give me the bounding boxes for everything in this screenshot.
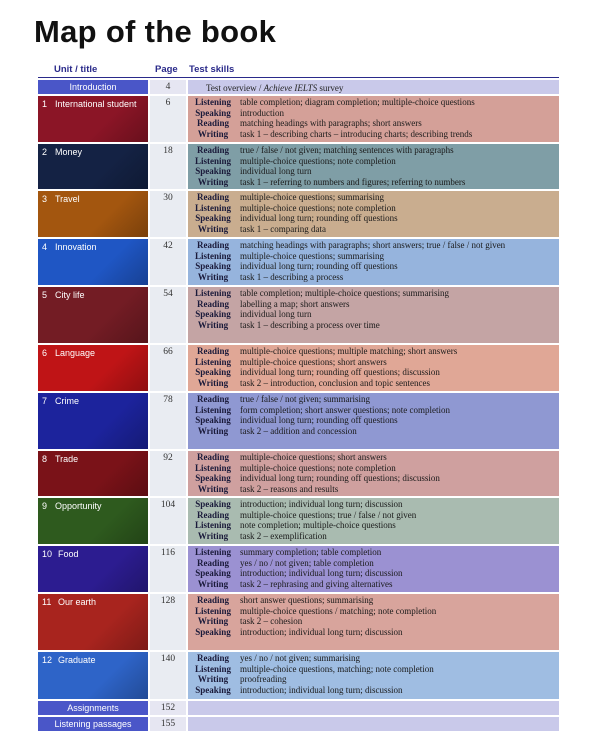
skill-detail: multiple-choice questions, matching; note completion — [240, 663, 434, 674]
skill-line — [188, 309, 559, 320]
unit-number: 3 — [42, 194, 48, 204]
unit-title-cell — [38, 451, 148, 496]
skill-detail: introduction — [240, 107, 284, 118]
skill-line — [188, 357, 559, 368]
unit-title: Trade — [55, 454, 79, 464]
skill-detail: individual long turn — [240, 166, 312, 177]
skill-name: Reading — [196, 653, 229, 663]
skill-detail: multiple-choice questions; short answers — [240, 356, 387, 367]
unit-row — [38, 546, 559, 592]
skill-line — [188, 520, 559, 531]
skill-line — [188, 473, 559, 484]
skill-line — [188, 272, 559, 283]
skill-detail: multiple-choice questions; note completion — [240, 155, 396, 166]
skill-line — [188, 426, 559, 437]
unit-row — [38, 345, 559, 391]
unit-row — [38, 393, 559, 449]
skill-line — [188, 653, 559, 664]
skill-name: Listening — [194, 155, 231, 166]
skill-line — [188, 224, 559, 235]
unit-page: 92 — [150, 451, 186, 496]
unit-skills — [188, 287, 559, 343]
intro-label-cell — [38, 80, 148, 94]
skill-name: Reading — [196, 298, 229, 309]
skill-name: Writing — [197, 176, 229, 187]
skill-name: Listening — [194, 356, 231, 367]
skill-name: Writing — [197, 271, 229, 282]
skill-detail: multiple-choice questions; note completion — [240, 462, 396, 473]
unit-title: Money — [55, 147, 83, 157]
skill-name: Writing — [197, 674, 229, 685]
unit-title: Crime — [55, 396, 79, 406]
unit-row — [38, 451, 559, 496]
skill-name: Reading — [196, 557, 229, 568]
assignments-row — [38, 701, 559, 715]
skill-line — [188, 415, 559, 426]
unit-page: 116 — [150, 546, 186, 592]
skill-name: Reading — [196, 595, 229, 605]
unit-row — [38, 191, 559, 237]
intro-page: 4 — [150, 80, 186, 94]
skill-name: Reading — [196, 394, 229, 404]
skill-name: Writing — [197, 578, 229, 589]
skill-line — [188, 547, 559, 558]
listening-label-cell — [38, 717, 148, 731]
skill-line — [188, 499, 559, 510]
unit-title: International student — [55, 99, 137, 109]
skill-line — [188, 192, 559, 203]
skill-name: Reading — [196, 346, 229, 356]
skill-name: Writing — [197, 425, 229, 436]
skill-name: Writing — [197, 377, 229, 388]
skill-detail: task 2 – exemplification — [240, 530, 327, 541]
skill-line — [188, 320, 559, 331]
skill-name: Reading — [196, 509, 229, 520]
unit-page: 66 — [150, 345, 186, 391]
unit-number: 9 — [42, 501, 48, 511]
skill-name: Speaking — [195, 684, 231, 695]
listening-label: Listening passages — [54, 719, 132, 729]
skill-detail: note completion; multiple-choice questions — [240, 520, 396, 531]
skill-detail: multiple-choice questions; multiple matching; short answers — [240, 346, 458, 356]
skill-name: Speaking — [195, 499, 231, 509]
unit-title: Innovation — [55, 242, 97, 252]
unit-number: 6 — [42, 348, 48, 358]
skill-line — [188, 558, 559, 569]
skill-detail: individual long turn; rounding off questions; discussion — [240, 473, 440, 484]
skill-detail: task 2 – cohesion — [240, 616, 303, 627]
unit-title-cell — [38, 96, 148, 142]
skill-name: Speaking — [195, 415, 231, 426]
skill-detail: introduction; individual long turn; discussion — [240, 499, 403, 509]
skill-line — [188, 484, 559, 495]
skill-line — [188, 664, 559, 675]
unit-title: Graduate — [58, 655, 96, 665]
unit-title-cell — [38, 393, 148, 449]
skill-line — [188, 203, 559, 214]
skill-line — [188, 108, 559, 119]
skill-line — [188, 97, 559, 108]
skill-line — [188, 674, 559, 685]
unit-title-cell — [38, 652, 148, 699]
skill-name: Writing — [197, 530, 229, 541]
skill-name: Listening — [194, 250, 231, 261]
unit-title-cell — [38, 191, 148, 237]
header-skills: Test skills — [189, 64, 235, 75]
unit-row — [38, 144, 559, 189]
skill-detail: task 1 – describing charts – introducing charts; describing trends — [240, 128, 473, 139]
skill-name: Writing — [197, 319, 229, 330]
skill-line — [188, 299, 559, 310]
skill-name: Writing — [197, 128, 229, 139]
skill-detail: matching headings with paragraphs; short answers; true / false / not given — [240, 240, 506, 250]
unit-number: 10 — [42, 549, 53, 559]
skill-detail: task 2 – introduction, conclusion and topic sentences — [240, 377, 430, 388]
skill-name: Writing — [197, 616, 229, 627]
skill-name: Listening — [194, 404, 231, 415]
skill-detail: introduction; individual long turn; discussion — [240, 568, 403, 579]
skill-line — [188, 156, 559, 167]
unit-row — [38, 594, 559, 650]
unit-title-cell — [38, 144, 148, 189]
unit-title-cell — [38, 498, 148, 544]
skill-detail: true / false / not given; summarising — [240, 394, 370, 404]
unit-skills — [188, 239, 559, 285]
skill-name: Speaking — [195, 261, 231, 272]
skill-name: Speaking — [195, 473, 231, 484]
skill-name: Reading — [196, 240, 229, 250]
unit-title-cell — [38, 287, 148, 343]
unit-skills — [188, 96, 559, 142]
unit-title: Food — [58, 549, 79, 559]
unit-title-cell — [38, 345, 148, 391]
skill-detail: individual long turn; rounding off questions; discussion — [240, 367, 440, 378]
assignments-skills — [188, 701, 559, 715]
skill-name: Writing — [197, 483, 229, 494]
skill-line — [188, 405, 559, 416]
skill-line — [188, 166, 559, 177]
unit-title-cell — [38, 239, 148, 285]
skill-line — [188, 129, 559, 140]
skill-line — [188, 568, 559, 579]
skill-line — [188, 595, 559, 606]
skill-name: Listening — [194, 462, 231, 473]
unit-skills — [188, 546, 559, 592]
unit-number: 1 — [42, 99, 48, 109]
skill-line — [188, 378, 559, 389]
unit-title-cell — [38, 546, 148, 592]
skill-line — [188, 463, 559, 474]
skill-line — [188, 606, 559, 617]
unit-skills — [188, 594, 559, 650]
skill-detail: proofreading — [240, 674, 287, 685]
skill-detail: task 1 – describing a process — [240, 271, 344, 282]
skill-name: Listening — [194, 663, 231, 674]
skill-name: Reading — [196, 192, 229, 202]
unit-title: Travel — [55, 194, 80, 204]
header-rule — [38, 77, 559, 78]
skill-detail: task 1 – referring to numbers and figures; referring to numbers — [240, 176, 466, 187]
unit-skills — [188, 652, 559, 699]
skill-detail: true / false / not given; matching sentences with paragraphs — [240, 145, 454, 155]
unit-number: 4 — [42, 242, 48, 252]
skill-detail: multiple-choice questions; true / false / not given — [240, 509, 417, 520]
unit-skills — [188, 345, 559, 391]
skill-detail: task 1 – comparing data — [240, 223, 326, 234]
skill-detail: introduction; individual long turn; discussion — [240, 626, 403, 637]
skill-detail: multiple-choice questions; note completion — [240, 202, 396, 213]
skill-line — [188, 118, 559, 129]
skill-detail: form completion; short answer questions; note completion — [240, 404, 450, 415]
skill-name: Reading — [196, 118, 229, 129]
skill-name: Speaking — [195, 367, 231, 378]
unit-number: 5 — [42, 290, 48, 300]
skill-name: Listening — [194, 288, 231, 298]
unit-page: 54 — [150, 287, 186, 343]
unit-number: 12 — [42, 655, 53, 665]
unit-title: Language — [55, 348, 96, 358]
skill-detail: table completion; multiple-choice questions; summarising — [240, 288, 449, 298]
unit-skills — [188, 191, 559, 237]
assignments-label: Assignments — [67, 703, 119, 713]
skill-name: Speaking — [195, 626, 231, 637]
skill-detail: yes / no / not given; summarising — [240, 653, 360, 663]
skill-detail: task 2 – rephrasing and giving alternatives — [240, 578, 393, 589]
skill-line — [188, 510, 559, 521]
page-title: Map of the book — [34, 14, 277, 49]
skill-line — [188, 579, 559, 590]
skill-line — [188, 288, 559, 299]
unit-number: 2 — [42, 147, 48, 157]
skill-line — [188, 177, 559, 188]
unit-page: 78 — [150, 393, 186, 449]
skill-name: Listening — [194, 97, 231, 107]
skill-detail: introduction; individual long turn; discussion — [240, 684, 403, 695]
header-unit: Unit / title — [54, 64, 98, 75]
unit-skills — [188, 393, 559, 449]
skill-detail: summary completion; table completion — [240, 547, 382, 557]
unit-page: 6 — [150, 96, 186, 142]
skill-detail: short answer questions; summarising — [240, 595, 374, 605]
unit-page: 30 — [150, 191, 186, 237]
skill-detail: individual long turn — [240, 309, 312, 320]
unit-row — [38, 498, 559, 544]
unit-row — [38, 652, 559, 699]
skill-line — [188, 145, 559, 156]
intro-text: Test overview / Achieve IELTS survey — [206, 83, 344, 93]
skill-detail: table completion; diagram completion; multiple-choice questions — [240, 97, 475, 107]
skill-detail: labelling a map; short answers — [240, 298, 350, 309]
unit-number: 8 — [42, 454, 48, 464]
skill-line — [188, 394, 559, 405]
skill-detail: task 1 – describing a process over time — [240, 319, 380, 330]
skill-name: Speaking — [195, 107, 231, 118]
skill-line — [188, 251, 559, 262]
unit-skills — [188, 498, 559, 544]
unit-title-cell — [38, 594, 148, 650]
skill-line — [188, 616, 559, 627]
header-page: Page — [155, 64, 178, 75]
listening-row — [38, 717, 559, 731]
skill-name: Speaking — [195, 213, 231, 224]
skill-name: Speaking — [195, 568, 231, 579]
unit-page: 18 — [150, 144, 186, 189]
unit-number: 7 — [42, 396, 48, 406]
unit-row — [38, 239, 559, 285]
intro-skills — [188, 80, 559, 94]
skill-name: Speaking — [195, 166, 231, 177]
skill-detail: multiple-choice questions; summarising — [240, 250, 384, 261]
unit-skills — [188, 451, 559, 496]
skill-detail: multiple-choice questions; short answers — [240, 452, 387, 462]
unit-page: 42 — [150, 239, 186, 285]
skill-name: Listening — [194, 547, 231, 557]
skill-name: Reading — [196, 145, 229, 155]
skill-line — [188, 367, 559, 378]
assignments-page: 152 — [150, 701, 186, 715]
skill-line — [188, 627, 559, 638]
skill-detail: yes / no / not given; table completion — [240, 557, 374, 568]
intro-label: Introduction — [69, 82, 117, 92]
unit-number: 11 — [42, 597, 52, 607]
skill-name: Writing — [197, 223, 229, 234]
intro-row — [38, 80, 559, 94]
unit-title: Our earth — [58, 597, 97, 607]
skill-detail: individual long turn; rounding off questions — [240, 415, 398, 426]
unit-page: 104 — [150, 498, 186, 544]
skill-detail: multiple-choice questions / matching; note completion — [240, 605, 437, 616]
unit-row — [38, 287, 559, 343]
skill-detail: task 2 – addition and concession — [240, 425, 357, 436]
skill-detail: task 2 – reasons and results — [240, 483, 339, 494]
skill-name: Listening — [194, 520, 231, 531]
unit-skills — [188, 144, 559, 189]
unit-title: Opportunity — [55, 501, 102, 511]
unit-row — [38, 96, 559, 142]
skill-line — [188, 346, 559, 357]
skill-detail: individual long turn; rounding off questions — [240, 261, 398, 272]
skill-detail: matching headings with paragraphs; short answers — [240, 118, 422, 129]
skill-line — [188, 261, 559, 272]
listening-skills — [188, 717, 559, 731]
skill-detail: multiple-choice questions; summarising — [240, 192, 384, 202]
skill-line — [188, 531, 559, 542]
skill-name: Speaking — [195, 309, 231, 320]
unit-page: 128 — [150, 594, 186, 650]
skill-line — [188, 213, 559, 224]
unit-title: City life — [55, 290, 85, 300]
skill-detail: individual long turn; rounding off questions — [240, 213, 398, 224]
skill-name: Reading — [196, 452, 229, 462]
unit-page: 140 — [150, 652, 186, 699]
skill-line — [188, 452, 559, 463]
listening-page: 155 — [150, 717, 186, 731]
assignments-label-cell — [38, 701, 148, 715]
skill-line — [188, 240, 559, 251]
skill-line — [188, 685, 559, 696]
skill-name: Listening — [194, 202, 231, 213]
skill-name: Listening — [194, 605, 231, 616]
